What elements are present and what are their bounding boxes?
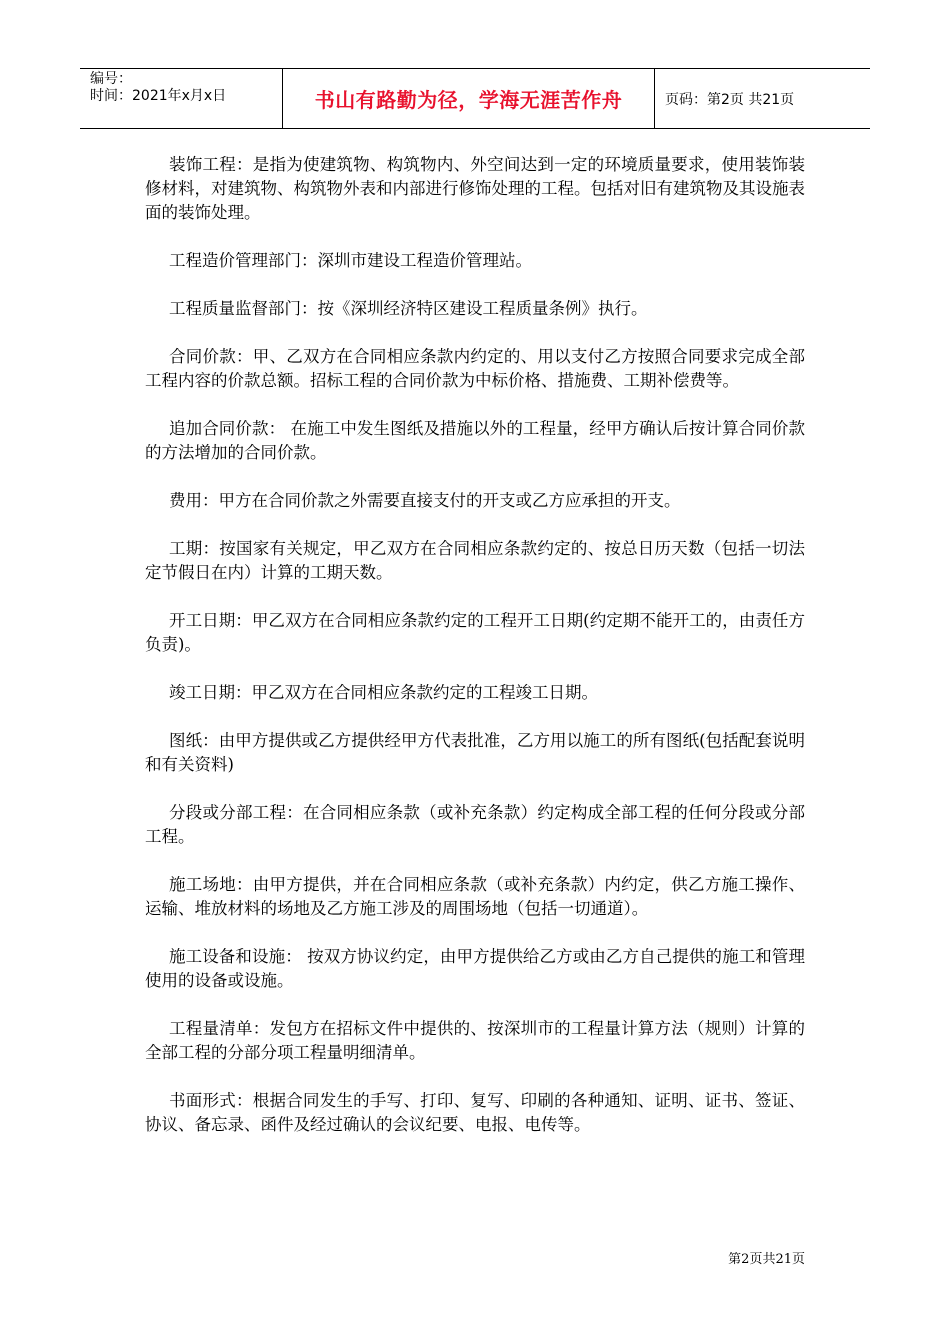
paragraph-quality-supervision-dept: 工程质量监督部门：按《深圳经济特区建设工程质量条例》执行。	[169, 299, 648, 318]
paragraph-start-date: 开工日期：甲乙双方在合同相应条款约定的工程开工日期(约定期不能开工的，由责任方负责)。	[145, 611, 805, 654]
page-header	[80, 68, 870, 129]
paragraph-written-form: 书面形式：根据合同发生的手写、打印、复写、印刷的各种通知、证明、证书、签证、协议、备忘录、函件及经过确认的会议纪要、电报、电传等。	[145, 1091, 805, 1134]
page-footer-number: 第2页共21页	[728, 1252, 805, 1267]
document-body	[145, 153, 805, 1161]
paragraph-expenses: 费用：甲方在合同价款之外需要直接支付的开支或乙方应承担的开支。	[169, 491, 681, 510]
header-meta-cell	[80, 69, 282, 128]
paragraph-cost-management-dept: 工程造价管理部门：深圳市建设工程造价管理站。	[169, 251, 532, 270]
header-motto-cell	[282, 69, 655, 128]
header-page-number: 页码：第2页 共21页	[665, 91, 795, 108]
paragraph-sectional-works: 分段或分部工程：在合同相应条款（或补充条款）约定构成全部工程的任何分段或分部工程。	[145, 803, 805, 846]
header-page-cell	[655, 69, 870, 128]
paragraph-construction-site: 施工场地：由甲方提供，并在合同相应条款（或补充条款）内约定，供乙方施工操作、运输、堆放材料的场地及乙方施工涉及的周围场地（包括一切通道）。	[145, 875, 805, 918]
paragraph-contract-price: 合同价款：甲、乙双方在合同相应条款内约定的、用以支付乙方按照合同要求完成全部工程内容的价款总额。招标工程的合同价款为中标价格、措施费、工期补偿费等。	[145, 347, 805, 390]
paragraph-equipment-facilities: 施工设备和设施： 按双方协议约定，由甲方提供给乙方或由乙方自己提供的施工和管理使用的设备或设施。	[145, 947, 805, 990]
header-motto: 书山有路勤为径，学海无涯苦作舟	[314, 88, 623, 112]
document-time-label: 时间：2021年x月x日	[90, 88, 227, 104]
paragraph-decoration-works: 装饰工程：是指为使建筑物、构筑物内、外空间达到一定的环境质量要求，使用装饰装修材料，对建筑物、构筑物外表和内部进行修饰处理的工程。包括对旧有建筑物及其设施表面的装饰处理。	[145, 155, 805, 222]
paragraph-additional-contract-price: 追加合同价款： 在施工中发生图纸及措施以外的工程量，经甲方确认后按计算合同价款的方法增加的合同价款。	[145, 419, 805, 462]
paragraph-construction-period: 工期：按国家有关规定，甲乙双方在合同相应条款约定的、按总日历天数（包括一切法定节假日在内）计算的工期天数。	[145, 539, 805, 582]
paragraph-bill-of-quantities: 工程量清单：发包方在招标文件中提供的、按深圳市的工程量计算方法（规则）计算的全部工程的分部分项工程量明细清单。	[145, 1019, 805, 1062]
paragraph-completion-date: 竣工日期：甲乙双方在合同相应条款约定的工程竣工日期。	[169, 683, 598, 702]
paragraph-drawings: 图纸：由甲方提供或乙方提供经甲方代表批准，乙方用以施工的所有图纸(包括配套说明和有关资料)	[145, 731, 805, 774]
document-number-label: 编号：	[90, 71, 132, 87]
